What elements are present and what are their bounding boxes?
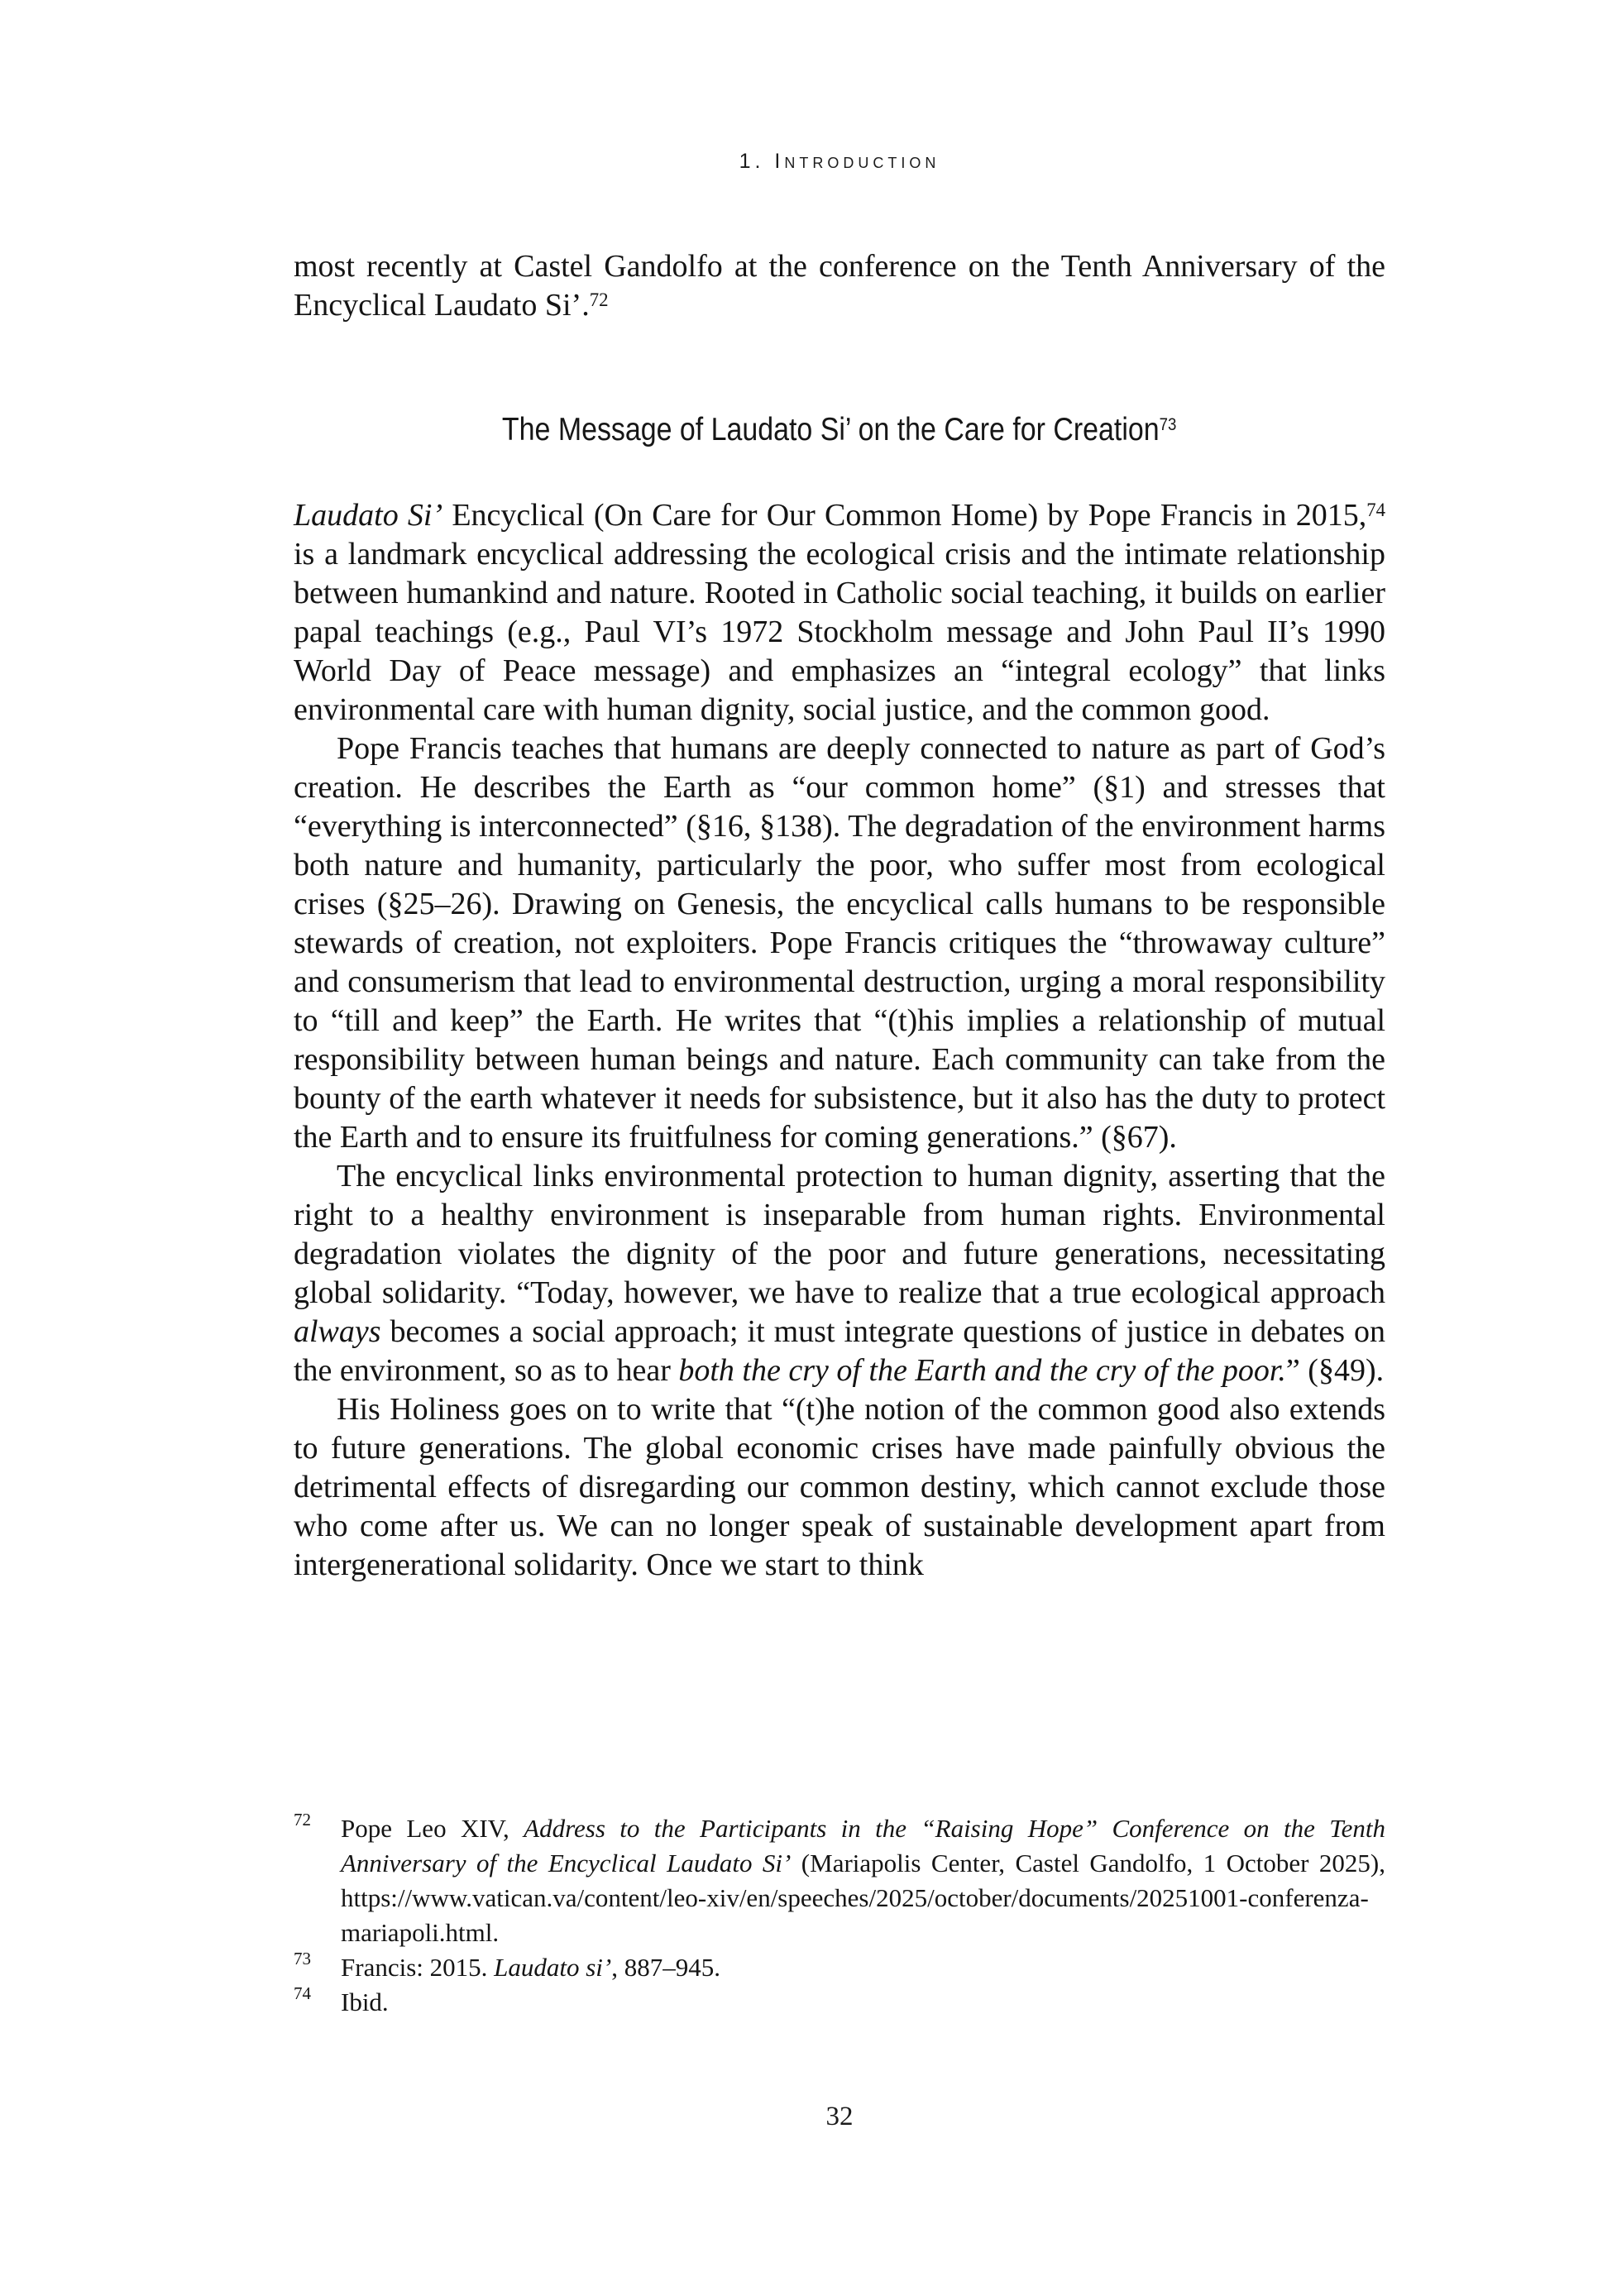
section-heading-label: The Message of Laudato Si’ on the Care for Creation <box>502 412 1160 447</box>
body-text <box>294 496 1385 1585</box>
body-paragraph-3: The encyclical links environmental protection to human dignity, asserting that the right to a healthy environment is inseparable from human rights. Environmental degradation violates the dignity of the poor and future generations, necessitating global solidarity. “Today, however, we have to realize that a true ecological approach always becomes a social approach; it must integrate questions of justice in debates on the environment, so as to hear both the cry of the Earth and the cry of the poor.” (§49). <box>294 1159 1385 1388</box>
page-number: 32 <box>825 2102 854 2131</box>
intro-paragraph: most recently at Castel Gandolfo at the conference on the Tenth Anniversary of the Encyclical Laudato Si’.$^{72}$ <box>294 249 1385 323</box>
footnote-text-74: Ibid. <box>341 1987 389 2016</box>
footnote-text-73: Francis: 2015. Laudato si’, 887–945. <box>341 1953 720 1982</box>
body-paragraph-1: Laudato Si’ Encyclical (On Care for Our Common Home) by Pope Francis in 2015,74 is a landmark encyclical addressing the ecological crisis and the intimate relationship between humankind and nature. Rooted in Catholic social teaching, it builds on earlier papal teachings (e.g., Paul VI’s 1972 Stockholm message and John Paul II’s 1990 World Day of Peace message) and emphasizes an “integral ecology” that links environmental care with human dignity, social justice, and the common good. <box>294 498 1385 727</box>
footnote-number-74: 74 <box>294 1983 311 2003</box>
footnote-ref-73: 73 <box>1159 414 1177 435</box>
footnote-74 <box>294 1985 1385 2020</box>
section-heading-text <box>502 412 1176 448</box>
footnote-number-73: 73 <box>294 1949 311 1968</box>
section-heading <box>294 412 1385 448</box>
footnote-72 <box>294 1811 1385 1950</box>
running-head: 1. Introduction <box>739 150 940 173</box>
footnote-text-72: Pope Leo XIV, Address to the Participants in the “Raising Hope” Conference on the Tenth Anniversary of the Encyclical Laudato Si’ (Mariapolis Center, Castel Gandolfo, 1 October 2025), https://www.vatican.va/content/leo-xiv/en/speeches/2025/october/documents/20251001-conferenza-mariapoli.html. <box>341 1814 1385 1947</box>
footnote-73 <box>294 1950 1385 1985</box>
footnotes <box>294 1811 1385 2020</box>
body-paragraph-4: His Holiness goes on to write that “(t)he notion of the common good also extends to future generations. The global economic crises have made painfully obvious the detrimental effects of disregarding our common destiny, which cannot exclude those who come after us. We can no longer speak of sustainable development apart from intergenerational solidarity. Once we start to think <box>294 1392 1385 1582</box>
footnote-number-72: 72 <box>294 1810 311 1830</box>
body-paragraph-2: Pope Francis teaches that humans are deeply connected to nature as part of God’s creation. He describes the Earth as “our common home” (§1) and stresses that “everything is interconnected” (§16, §138). The degradation of the environment harms both nature and humanity, particularly the poor, who suffer most from ecological crises (§25–26). Drawing on Genesis, the encyclical calls humans to be responsible stewards of creation, not exploiters. Pope Francis critiques the “throwaway culture” and consumerism that lead to environmental destruction, urging a moral responsibility to “till and keep” the Earth. He writes that “(t)his implies a relationship of mutual responsibility between human beings and nature. Each community can take from the bounty of the earth whatever it needs for subsistence, but it also has the duty to protect the Earth and to ensure its fruitfulness for coming generations.” (§67). <box>294 731 1385 1155</box>
